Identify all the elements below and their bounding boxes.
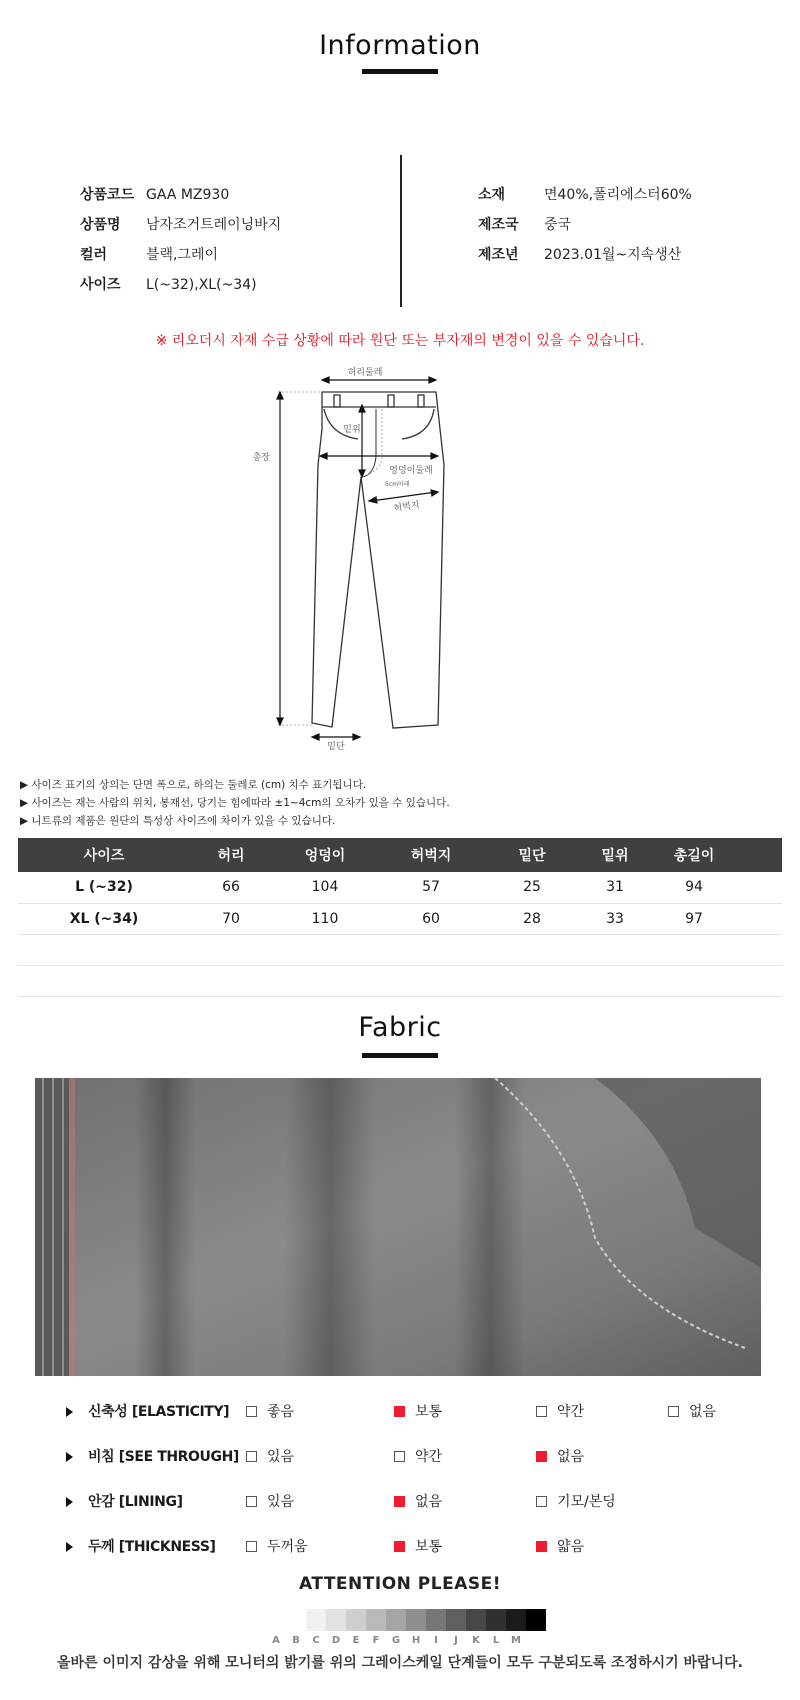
grayscale-letter: B: [292, 1635, 300, 1646]
attribute-label: 비침 [SEE THROUGH]: [88, 1449, 239, 1465]
grayscale-swatch: [406, 1609, 426, 1631]
option-label: 없음: [557, 1449, 585, 1465]
option-label: 좋음: [267, 1404, 295, 1420]
option-label: 없음: [689, 1404, 717, 1420]
header-thigh: 허벅지: [378, 838, 484, 872]
grayscale-swatch: [346, 1609, 366, 1631]
grayscale-swatch: [446, 1609, 466, 1631]
cell-total-length: 97: [650, 903, 738, 934]
checkbox[interactable]: [246, 1496, 257, 1507]
size-note: ▶ 사이즈는 재는 사람의 위치, 봉재선, 당기는 힘에따라 ±1~4cm의 오차가 있을 수 있습니다.: [20, 797, 450, 809]
grayscale-swatch: [526, 1609, 546, 1631]
label-thigh-offset: 5cm아래: [385, 481, 410, 488]
grayscale-swatch: [386, 1609, 406, 1631]
checkbox[interactable]: [246, 1541, 257, 1552]
attribute-elasticity: [0, 1400, 800, 1424]
grayscale-swatch: [286, 1609, 306, 1631]
cell-waist: 66: [190, 872, 272, 903]
size-notes: [20, 776, 450, 830]
fabric-title-underline: [362, 1053, 438, 1058]
info-value: 블랙,그레이: [146, 247, 219, 263]
length-arrowhead-bottom: [277, 718, 283, 725]
grayscale-letter: F: [372, 1635, 380, 1646]
option-label: 얇음: [557, 1539, 585, 1555]
cell-thigh: 60: [378, 903, 484, 934]
info-key: 상품코드: [80, 187, 135, 203]
checkbox[interactable]: [536, 1406, 547, 1417]
cell-hem: 28: [484, 903, 580, 934]
checkbox[interactable]: [394, 1451, 405, 1462]
grayscale-swatch: [366, 1609, 386, 1631]
information-title-underline: [362, 69, 438, 74]
grayscale-letter: J: [454, 1635, 458, 1646]
option-label: 기모/본딩: [557, 1494, 616, 1510]
grayscale-swatch: [306, 1609, 326, 1631]
label-length: 총장: [252, 453, 270, 463]
cell-total-length: 94: [650, 872, 738, 903]
pocket-right: [402, 409, 434, 439]
bullet-arrow-icon: [66, 1497, 73, 1507]
attribute-label: 신축성 [ELASTICITY]: [88, 1404, 230, 1420]
rise-arrowhead-top: [359, 405, 365, 412]
bullet-arrow-icon: [66, 1407, 73, 1417]
fabric-title: Fabric: [358, 1012, 442, 1043]
info-value: 2023.01월~지속생산: [544, 247, 682, 263]
rise-arrowhead-bottom: [359, 470, 365, 477]
header-hip: 엉덩이: [272, 838, 378, 872]
cell-hip: 110: [272, 903, 378, 934]
attribute-label: 두께 [THICKNESS]: [88, 1539, 216, 1555]
grayscale-swatch: [466, 1609, 486, 1631]
cell-rise: 33: [580, 903, 650, 934]
belt-loop-center: [388, 395, 394, 407]
empty-cell: [18, 965, 782, 996]
grayscale-letter: D: [331, 1635, 341, 1646]
label-hem: 밑단: [327, 742, 345, 752]
table-row-empty: [18, 965, 782, 996]
option-label: 약간: [415, 1449, 443, 1465]
grayscale-swatch: [426, 1609, 446, 1631]
info-key: 컬러: [80, 247, 108, 263]
cell-hip: 104: [272, 872, 378, 903]
reorder-notice: ※ 리오더시 자재 수급 상황에 따라 원단 또는 부자재의 변경이 있을 수 있습니다.: [155, 333, 645, 349]
attention-title: ATTENTION PLEASE!: [299, 1574, 501, 1594]
header-spacer: [738, 838, 782, 872]
header-waist: 허리: [190, 838, 272, 872]
label-hip: 엉덩이둘레: [389, 466, 433, 476]
table-row: [18, 872, 782, 903]
attribute-lining: [0, 1490, 800, 1514]
grayscale-letter: L: [492, 1635, 500, 1646]
header-total-length: 총길이: [650, 838, 738, 872]
info-key: 상품명: [80, 217, 121, 233]
attribute-label: 안감 [LINING]: [88, 1494, 183, 1510]
bullet-arrow-icon: [66, 1542, 73, 1552]
option-label: 두꺼움: [267, 1539, 308, 1555]
grayscale-letters: [266, 1635, 526, 1646]
grayscale-letter: G: [391, 1635, 401, 1646]
cell-waist: 70: [190, 903, 272, 934]
belt-loop-right: [418, 395, 424, 407]
fabric-closeup-image: [35, 1078, 761, 1376]
header-size: 사이즈: [18, 838, 190, 872]
option-label: 없음: [415, 1494, 443, 1510]
checkbox[interactable]: [246, 1451, 257, 1462]
size-note: ▶ 니트류의 제품은 원단의 특성상 사이즈에 차이가 있을 수 있습니다.: [20, 815, 336, 827]
bullet-arrow-icon: [66, 1452, 73, 1462]
table-row: [18, 903, 782, 934]
grayscale-swatch: [486, 1609, 506, 1631]
fabric-texture: [35, 1078, 761, 1376]
grayscale-letter: A: [272, 1635, 280, 1646]
hip-arrowhead-right: [431, 453, 438, 459]
product-info: [80, 180, 740, 308]
info-divider: [400, 155, 402, 307]
checkbox-checked[interactable]: [394, 1541, 405, 1552]
attribute-thickness: [0, 1535, 800, 1559]
thigh-arrowhead-right: [431, 490, 438, 496]
size-note: ▶ 사이즈 표기의 상의는 단면 폭으로, 하의는 둘레로 (cm) 치수 표기됩니다.: [20, 779, 367, 791]
grayscale-letter: E: [352, 1635, 360, 1646]
info-key: 제조국: [478, 217, 519, 233]
grayscale-letter: M: [511, 1635, 521, 1646]
info-value: GAA MZ930: [146, 187, 230, 203]
option-label: 약간: [557, 1404, 585, 1420]
cell-spacer: [738, 872, 782, 903]
information-title: Information: [319, 30, 481, 61]
grayscale-letter: H: [411, 1635, 421, 1646]
checkbox[interactable]: [246, 1406, 257, 1417]
cell-rise: 31: [580, 872, 650, 903]
header-hem: 밑단: [484, 838, 580, 872]
hip-arrowhead-left: [320, 453, 327, 459]
option-label: 있음: [267, 1494, 295, 1510]
label-rise: 밑위: [343, 425, 361, 435]
grayscale-swatch: [326, 1609, 346, 1631]
belt-loop-left: [334, 395, 340, 407]
size-table-header: [18, 838, 782, 872]
cell-spacer: [738, 903, 782, 934]
checkbox-checked[interactable]: [536, 1451, 547, 1462]
empty-cell: [18, 934, 782, 965]
info-value: 면40%,폴리에스터60%: [544, 187, 692, 203]
grayscale-letter: C: [312, 1635, 320, 1646]
label-thigh: 허벅지: [393, 500, 421, 514]
size-table: [18, 838, 782, 997]
info-key: 소재: [478, 187, 506, 203]
label-waist: 허리둘레: [347, 368, 383, 378]
attribute-see-through: [0, 1445, 800, 1469]
info-key: 제조년: [478, 247, 519, 263]
table-row-empty: [18, 934, 782, 965]
header-rise: 밑위: [580, 838, 650, 872]
monitor-brightness-note: 올바른 이미지 감상을 위해 모니터의 밝기를 위의 그레이스케일 단계들이 모두 구분되도록 조정하시기 바랍니다.: [57, 1655, 743, 1671]
pants-measurement-diagram: [252, 365, 470, 752]
checkbox-checked[interactable]: [394, 1496, 405, 1507]
info-value: 남자조거트레이닝바지: [146, 217, 282, 233]
hem-arrowhead-left: [312, 734, 319, 740]
info-value: L(~32),XL(~34): [146, 277, 257, 293]
grayscale-bar: [286, 1609, 546, 1631]
grayscale-swatch: [506, 1609, 526, 1631]
thigh-arrow: [371, 492, 436, 501]
checkbox[interactable]: [536, 1496, 547, 1507]
cell-thigh: 57: [378, 872, 484, 903]
cell-size: XL (~34): [18, 903, 190, 934]
grayscale-letter: I: [434, 1635, 438, 1646]
info-key: 사이즈: [80, 277, 121, 293]
option-label: 보통: [415, 1539, 443, 1555]
option-label: 보통: [415, 1404, 443, 1420]
hem-arrowhead-right: [353, 734, 360, 740]
checkbox[interactable]: [668, 1406, 679, 1417]
info-value: 중국: [544, 217, 572, 233]
option-label: 있음: [267, 1449, 295, 1465]
waist-arrowhead-left: [322, 377, 329, 383]
checkbox-checked[interactable]: [394, 1406, 405, 1417]
grayscale-letter: K: [472, 1635, 480, 1646]
cell-hem: 25: [484, 872, 580, 903]
length-arrowhead-top: [277, 392, 283, 399]
fly-line: [362, 409, 376, 477]
thigh-arrowhead-left: [369, 497, 377, 503]
waist-arrowhead-right: [429, 377, 436, 383]
cell-size: L (~32): [18, 872, 190, 903]
checkbox-checked[interactable]: [536, 1541, 547, 1552]
pants-outline: [312, 392, 444, 728]
